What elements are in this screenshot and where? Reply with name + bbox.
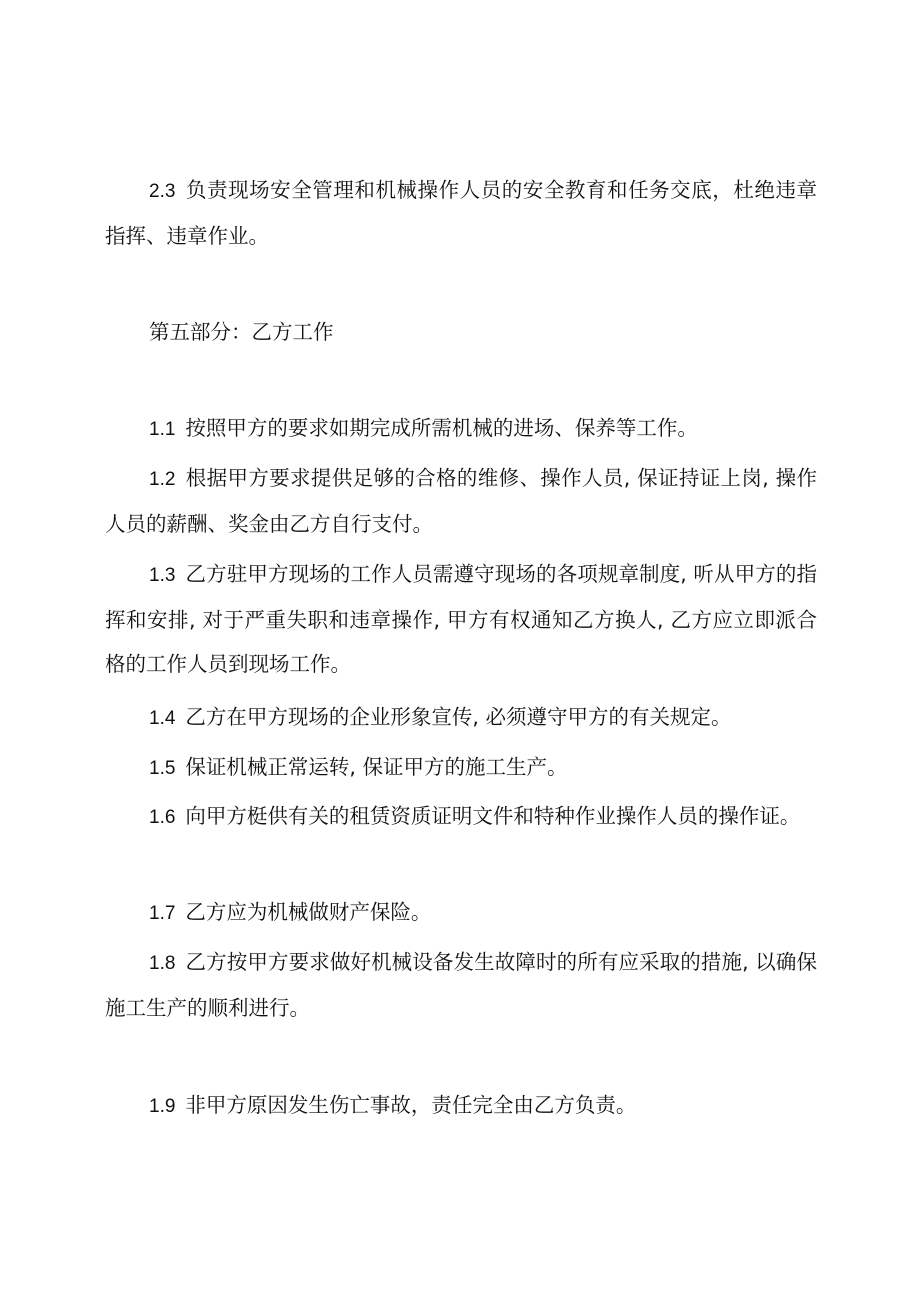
clause-text: 乙方应为机械做财产保险。 bbox=[185, 900, 432, 924]
clause-number: 1.8 bbox=[149, 953, 176, 974]
section-title: 第五部分：乙方工作 bbox=[149, 320, 334, 344]
clause-text: 按照甲方的要求如期完成所需机械的进场、保养等工作。 bbox=[185, 416, 698, 440]
clause-1-3 bbox=[105, 552, 817, 686]
clause-1-1 bbox=[105, 406, 817, 452]
clause-number: 1.5 bbox=[149, 758, 176, 779]
clause-number: 1.9 bbox=[149, 1096, 176, 1117]
clause-text: 向甲方梃供有关的租赁资质证明文件和特种作业操作人员的操作证。 bbox=[185, 804, 801, 828]
clause-text: 乙方在甲方现场的企业形象宣传, 必须遵守甲方的有关规定。 bbox=[185, 705, 732, 729]
clause-number: 1.3 bbox=[149, 565, 176, 586]
clause-1-2 bbox=[105, 456, 817, 546]
clause-1-8 bbox=[105, 940, 817, 1030]
clause-number: 1.6 bbox=[149, 807, 176, 828]
clause-number: 1.4 bbox=[149, 708, 176, 729]
clause-text: 非甲方原因发生伤亡事故，责任完全由乙方负责。 bbox=[185, 1093, 637, 1117]
clause-number: 1.1 bbox=[149, 419, 176, 440]
clause-number: 2.3 bbox=[149, 181, 176, 202]
clause-number: 1.7 bbox=[149, 903, 176, 924]
clause-text: 根据甲方要求提供足够的合格的维修、操作人员, 保证持证上岗, 操作人员的薪酬、奖金由乙方自行支付。 bbox=[105, 466, 817, 536]
clause-text: 乙方驻甲方现场的工作人员需遵守现场的各项规章制度, 听从甲方的指挥和安排, 对于严重失职和违章操作, 甲方有权通知乙方换人, 乙方应立即派合格的工作人员到现场工作。 bbox=[105, 562, 817, 676]
clause-text: 负责现场安全管理和机械操作人员的安全教育和任务交底，杜绝违章指挥、违章作业。 bbox=[105, 178, 817, 248]
clause-1-6 bbox=[105, 794, 817, 840]
clause-text: 保证机械正常运转, 保证甲方的施工生产。 bbox=[185, 755, 568, 779]
clause-1-9 bbox=[105, 1083, 817, 1129]
clause-1-7 bbox=[105, 890, 817, 936]
clause-text: 乙方按甲方要求做好机械设备发生故障时的所有应采取的措施, 以确保施工生产的顺利进行。 bbox=[105, 950, 817, 1020]
clause-1-5 bbox=[105, 745, 817, 791]
clause-2-3 bbox=[105, 168, 817, 258]
clause-number: 1.2 bbox=[149, 469, 176, 490]
clause-1-4 bbox=[105, 695, 817, 741]
